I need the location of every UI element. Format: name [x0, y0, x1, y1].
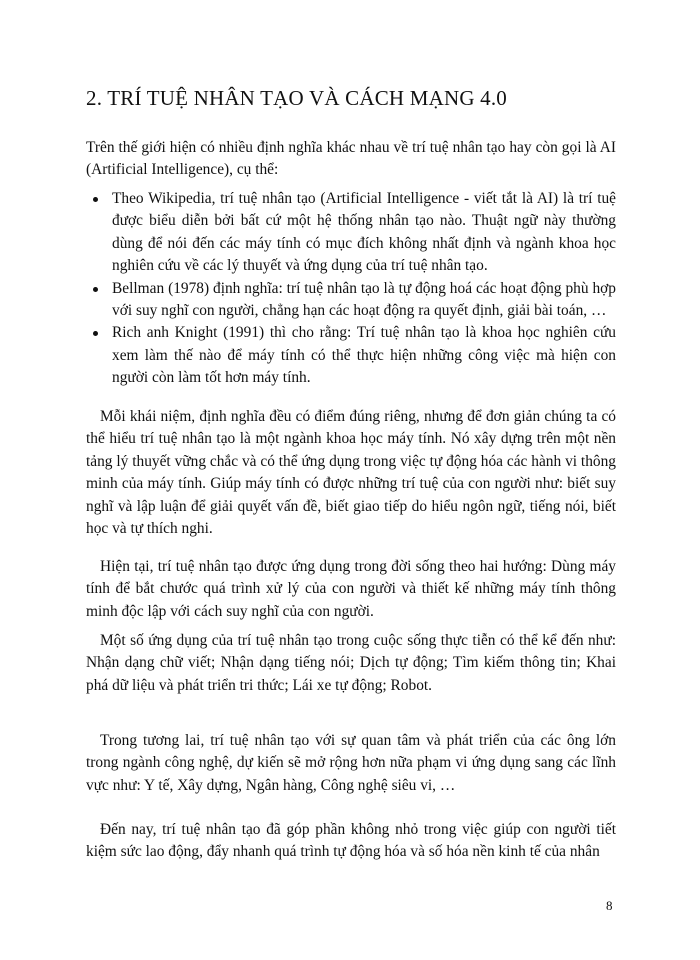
- intro-paragraph: Trên thế giới hiện có nhiều định nghĩa khác nhau về trí tuệ nhân tạo hay còn gọi là AI (Artificial Intelligence), cụ thể:: [86, 139, 616, 179]
- list-item-text: Rich anh Knight (1991) thì cho rằng: Trí tuệ nhân tạo là khoa học nghiên cứu xem làm thế nào để máy tính có thể thực hiện những công việc mà hiện con người còn làm tốt hơn máy tính.: [112, 324, 616, 387]
- body-paragraph: Mỗi khái niệm, định nghĩa đều có điểm đúng riêng, nhưng để đơn giản chúng ta có thể hiểu trí tuệ nhân tạo là một ngành khoa học máy tính. Nó xây dựng trên một nền tảng lý thuyết vững chắc và có thể ứng dụng trong việc tự động hóa các hành vi thông minh của máy tính. Giúp máy tính có được những trí tuệ của con người như: biết suy nghĩ và lập luận để giải quyết vấn đề, biết giao tiếp do hiểu ngôn ngữ, tiếng nói, biết học và tự thích nghi.: [86, 408, 616, 538]
- body-paragraph: Trong tương lai, trí tuệ nhân tạo với sự quan tâm và phát triển của các ông lớn trong ngành công nghệ, dự kiến sẽ mở rộng hơn nữa phạm vi ứng dụng sang các lĩnh vực như: Y tế, Xây dựng, Ngân hàng, Công nghệ siêu vi, …: [86, 732, 616, 794]
- body-paragraph: Đến nay, trí tuệ nhân tạo đã góp phần không nhỏ trong việc giúp con người tiết kiệm sức lao động, đẩy nhanh quá trình tự động hóa và số hóa nền kinh tế của nhân: [86, 821, 616, 861]
- bullet-icon: [93, 287, 98, 292]
- list-item: [86, 322, 616, 389]
- body-paragraph: Một số ứng dụng của trí tuệ nhân tạo trong cuộc sống thực tiễn có thể kể đến như: Nhận dạng chữ viết; Nhận dạng tiếng nói; Dịch tự động; Tìm kiếm thông tin; Khai phá dữ liệu và phát triển tri thức; Lái xe tự động; Robot.: [86, 632, 616, 694]
- list-item-text: Bellman (1978) định nghĩa: trí tuệ nhân tạo là tự động hoá các hoạt động phù hợp với suy nghĩ con người, chẳng hạn các hoạt động ra quyết định, giải bài toán, …: [112, 279, 616, 320]
- list-item: [86, 278, 616, 323]
- page-number: 8: [606, 898, 613, 913]
- body-paragraph: Hiện tại, trí tuệ nhân tạo được ứng dụng trong đời sống theo hai hướng: Dùng máy tính để bắt chước quá trình xử lý của con người và thiết kế những máy tính thông minh độc lập với cách suy nghĩ của con người.: [86, 558, 616, 620]
- bullet-icon: [93, 197, 98, 202]
- section-heading: 2. TRÍ TUỆ NHÂN TẠO VÀ CÁCH MẠNG 4.0: [86, 86, 507, 110]
- list-item-text: Theo Wikipedia, trí tuệ nhân tạo (Artificial Intelligence - viết tắt là AI) là trí tuệ được biểu diễn bởi bất cứ một hệ thống nhân tạo nào. Thuật ngữ này thường dùng để nói đến các máy tính có mục đích không nhất định và ngành khoa học nghiên cứu về các lý thuyết và ứng dụng của trí tuệ nhân tạo.: [112, 190, 616, 275]
- bullet-icon: [93, 331, 98, 336]
- definition-list: [86, 188, 616, 390]
- list-item: [86, 188, 616, 278]
